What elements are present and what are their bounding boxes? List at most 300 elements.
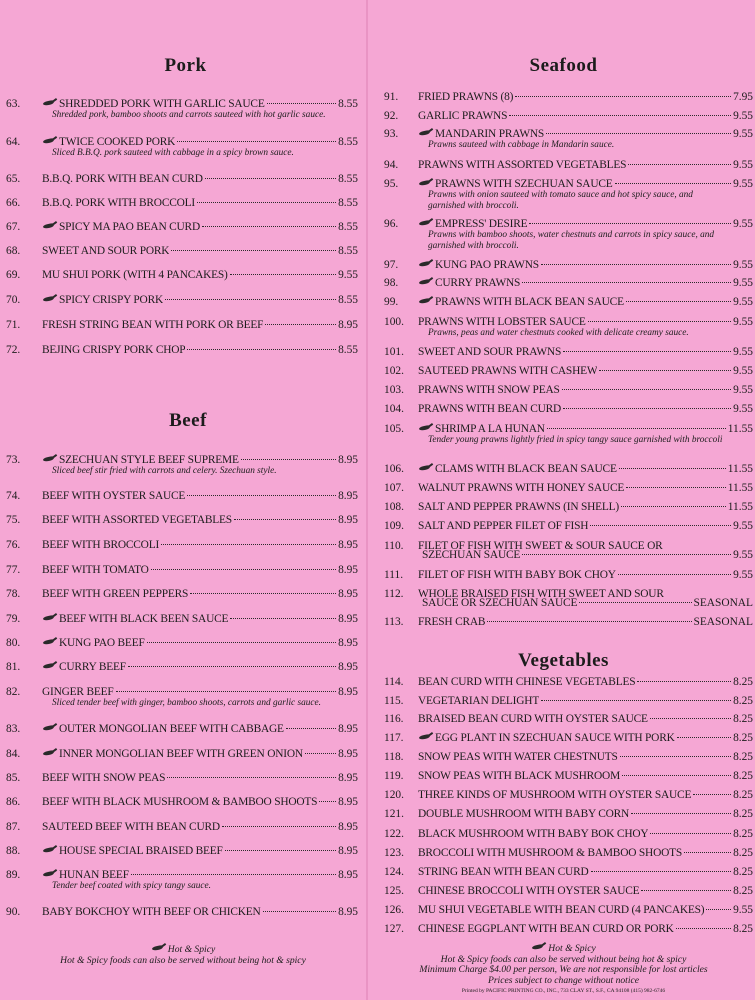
menu-item-price: 8.95 (338, 564, 358, 576)
dot-leader (599, 370, 731, 371)
menu-item (384, 866, 753, 878)
menu-item-line (384, 847, 753, 859)
menu-item-name: BEJING CRISPY PORK CHOP (42, 344, 186, 356)
menu-item-line (6, 98, 358, 110)
menu-item-line (384, 259, 753, 271)
menu-item-number: 69. (6, 269, 21, 281)
menu-item (384, 904, 753, 916)
menu-item-price: 9.55 (733, 384, 753, 396)
menu-item-number: 111. (384, 569, 404, 581)
menu-item-line (6, 490, 358, 502)
menu-item (384, 616, 753, 628)
menu-item-line (384, 885, 753, 897)
menu-item (6, 269, 358, 281)
menu-item (6, 748, 358, 760)
menu-item-number: 80. (6, 637, 21, 649)
menu-item-price: 11.55 (727, 423, 753, 435)
menu-item-number: 118. (384, 751, 404, 763)
dot-leader (225, 850, 336, 851)
menu-item-line (384, 695, 753, 707)
menu-item-line (384, 597, 753, 609)
menu-item-price: 8.95 (338, 490, 358, 502)
menu-item-number: 73. (6, 454, 21, 466)
menu-item-number: 95. (384, 178, 399, 190)
menu-item-name: HOUSE SPECIAL BRAISED BEEF (59, 845, 223, 857)
menu-item-price: 9.55 (733, 316, 753, 328)
menu-item-number: 114. (384, 676, 404, 688)
menu-item-name: CHINESE BROCCOLI WITH OYSTER SAUCE (418, 885, 640, 897)
menu-item (6, 294, 358, 306)
dot-leader (230, 274, 336, 275)
menu-item-line (384, 904, 753, 916)
menu-item-name: SPICY MA PAO BEAN CURD (59, 221, 200, 233)
menu-item-name: BEEF WITH BLACK MUSHROOM & BAMBOO SHOOTS (42, 796, 318, 808)
menu-item-price: 8.95 (338, 748, 358, 760)
menu-item (6, 136, 358, 159)
menu-item-line (6, 637, 358, 649)
menu-item-name: BROCCOLI WITH MUSHROOM & BAMBOO SHOOTS (418, 847, 683, 859)
menu-item-name: BEEF WITH OYSTER SAUCE (42, 490, 186, 502)
dot-leader (591, 871, 732, 872)
menu-item-price: 8.95 (338, 613, 358, 625)
chili-pepper-icon (419, 220, 433, 226)
menu-item-line (6, 245, 358, 257)
menu-item-line (384, 463, 753, 475)
menu-item-description: Prawns sauteed with cabbage in Mandarin sauce. (428, 140, 615, 150)
dot-leader (684, 852, 731, 853)
menu-item-price: 8.95 (338, 661, 358, 673)
menu-item (384, 751, 753, 763)
menu-item-line (384, 501, 753, 513)
menu-item-name: PRAWNS WITH BLACK BEAN SAUCE (435, 296, 624, 308)
menu-item-price: 8.25 (733, 789, 753, 801)
menu-item-price: 8.25 (733, 923, 753, 935)
dot-leader (541, 700, 731, 701)
menu-item-line (6, 906, 358, 918)
menu-item-price: 8.25 (733, 732, 753, 744)
menu-item-price: 8.55 (338, 294, 358, 306)
menu-item-name: SWEET AND SOUR PRAWNS (418, 346, 562, 358)
menu-item-line (6, 197, 358, 209)
menu-item-description: Sliced B.B.Q. pork sauteed with cabbage in a spicy brown sauce. (52, 148, 294, 158)
menu-item (384, 770, 753, 782)
menu-item-price: 8.55 (338, 136, 358, 148)
seafood-section-title: Seafood (529, 55, 598, 76)
menu-item (384, 588, 753, 609)
menu-item-number: 90. (6, 906, 21, 918)
menu-item-description: Sliced tender beef with ginger, bamboo shoots, carrots and garlic sauce. (52, 698, 321, 708)
dot-leader (265, 324, 336, 325)
menu-item-price: 9.55 (733, 520, 753, 532)
menu-item-name: SHREDDED PORK WITH GARLIC SAUCE (59, 98, 265, 110)
menu-item-name-continued: SAUCE OR SZECHUAN SAUCE (422, 597, 578, 609)
dot-leader (546, 133, 731, 134)
menu-item-name: MANDARIN PRAWNS (435, 128, 545, 140)
dot-leader (197, 202, 336, 203)
menu-item-name: MU SHUI PORK (WITH 4 PANCAKES) (42, 269, 228, 281)
menu-item-number: 102. (384, 365, 404, 377)
menu-item-line (384, 866, 753, 878)
menu-item-number: 71. (6, 319, 21, 331)
menu-item-name: BLACK MUSHROOM WITH BABY BOK CHOY (418, 828, 649, 840)
menu-item (384, 178, 753, 212)
menu-item-name: B.B.Q. PORK WITH BROCCOLI (42, 197, 196, 209)
menu-item-name: WHOLE BRAISED FISH WITH SWEET AND SOUR (418, 588, 664, 600)
menu-item-number: 127. (384, 923, 404, 935)
dot-leader (131, 874, 336, 875)
dot-leader (116, 691, 337, 692)
menu-item-name: BEEF WITH BROCCOLI (42, 539, 160, 551)
dot-leader (588, 321, 731, 322)
menu-item (384, 540, 753, 561)
menu-item (6, 319, 358, 331)
menu-item-number: 91. (384, 91, 399, 103)
menu-item-description: Shredded pork, bamboo shoots and carrots sauteed with hot garlic sauce. (52, 110, 326, 120)
menu-item-line (6, 796, 358, 808)
menu-item-line (6, 686, 358, 698)
menu-item-name: STRING BEAN WITH BEAN CURD (418, 866, 589, 878)
menu-item-name: THREE KINDS OF MUSHROOM WITH OYSTER SAUCE (418, 789, 692, 801)
menu-item (384, 847, 753, 859)
menu-item-name-continued: SZECHUAN SAUCE (422, 549, 521, 561)
menu-item-number: 112. (384, 588, 404, 600)
menu-item-line (6, 748, 358, 760)
menu-item-price: 9.55 (733, 259, 753, 271)
menu-item-name: PRAWNS WITH SZECHUAN SAUCE (435, 178, 613, 190)
dot-leader (187, 495, 336, 496)
menu-item-number: 70. (6, 294, 21, 306)
menu-item-description: Prawns, peas and water chestnuts cooked with delicate creamy sauce. (428, 328, 689, 338)
menu-item-number: 82. (6, 686, 21, 698)
menu-item (384, 732, 753, 744)
menu-item-name: TWICE COOKED PORK (59, 136, 176, 148)
dot-leader (165, 299, 336, 300)
menu-item-price: 9.55 (733, 346, 753, 358)
menu-item-name: CURRY BEEF (59, 661, 126, 673)
menu-item (384, 676, 753, 688)
menu-item-price: 8.25 (733, 808, 753, 820)
menu-item-name: SZECHUAN STYLE BEEF SUPREME (59, 454, 239, 466)
menu-item-name: EMPRESS' DESIRE (435, 218, 528, 230)
menu-item-price: 8.55 (338, 98, 358, 110)
menu-item-price: 9.55 (733, 178, 753, 190)
menu-item-line (384, 277, 753, 289)
menu-item-line (384, 828, 753, 840)
dot-leader (706, 909, 731, 910)
chili-pepper-icon (419, 465, 433, 471)
menu-item-name: CURRY PRAWNS (435, 277, 521, 289)
menu-item (6, 588, 358, 600)
dot-leader (286, 728, 336, 729)
menu-item-description: Tender young prawns lightly fried in spicy tangy sauce garnished with broccoli (428, 435, 723, 445)
menu-item-name: FILET OF FISH WITH BABY BOK CHOY (418, 569, 616, 581)
menu-item-number: 109. (384, 520, 404, 532)
menu-item-line (6, 269, 358, 281)
dot-leader (171, 250, 336, 251)
menu-item-name: PRAWNS WITH SNOW PEAS (418, 384, 560, 396)
hot-note: Hot & Spicy foods can also be served without being hot & spicy (60, 954, 306, 966)
menu-item-number: 125. (384, 885, 404, 897)
menu-item (6, 906, 358, 918)
dot-leader (241, 459, 336, 460)
menu-item-name: SAUTEED PRAWNS WITH CASHEW (418, 365, 598, 377)
menu-item-name: KUNG PAO BEEF (59, 637, 145, 649)
chili-pepper-icon (419, 180, 433, 186)
menu-item-line (6, 869, 358, 881)
menu-item (6, 539, 358, 551)
menu-item-price: 7.95 (733, 91, 753, 103)
menu-item-name: BEEF WITH BLACK BEEN SAUCE (59, 613, 229, 625)
menu-item-line (384, 751, 753, 763)
dot-leader (167, 777, 336, 778)
left-footer (0, 945, 366, 966)
menu-item-line (6, 173, 358, 185)
menu-item-price: 8.95 (338, 821, 358, 833)
menu-item-number: 101. (384, 346, 404, 358)
dot-leader (147, 642, 336, 643)
dot-leader (590, 525, 731, 526)
menu-item (384, 277, 753, 289)
dot-leader (547, 428, 726, 429)
menu-item-number: 77. (6, 564, 21, 576)
menu-item-price: 8.25 (733, 828, 753, 840)
menu-item-name: PRAWNS WITH BEAN CURD (418, 403, 562, 415)
menu-item-number: 75. (6, 514, 21, 526)
chili-pepper-icon (419, 279, 433, 285)
menu-item-name: VEGETARIAN DELIGHT (418, 695, 540, 707)
chili-pepper-icon (419, 130, 433, 136)
menu-item-line (6, 564, 358, 576)
menu-item-price: 8.95 (338, 796, 358, 808)
menu-item-number: 117. (384, 732, 404, 744)
dot-leader (222, 826, 336, 827)
menu-item-name: WALNUT PRAWNS WITH HONEY SAUCE (418, 482, 625, 494)
menu-item-line (384, 732, 753, 744)
menu-item-name: PRAWNS WITH LOBSTER SAUCE (418, 316, 586, 328)
menu-item-line (384, 520, 753, 532)
menu-item-description: Prawns with onion sauteed with tomato sauce and hot spicy sauce, and garnished with broccoli. (428, 190, 693, 211)
menu-item (384, 789, 753, 801)
prices-note: Prices subject to change without notice (487, 974, 640, 986)
menu-item-price: 11.55 (727, 482, 753, 494)
dot-leader (190, 593, 336, 594)
menu-item-line (6, 661, 358, 673)
menu-item-name: GARLIC PRAWNS (418, 110, 508, 122)
menu-item (384, 159, 753, 171)
menu-item-number: 120. (384, 789, 404, 801)
menu-item-number: 94. (384, 159, 399, 171)
menu-item-name: B.B.Q. PORK WITH BEAN CURD (42, 173, 203, 185)
menu-item (6, 637, 358, 649)
menu-item-name: FRESH CRAB (418, 616, 486, 628)
menu-item-line (6, 294, 358, 306)
menu-item-name: SPICY CRISPY PORK (59, 294, 164, 306)
menu-item-line (384, 569, 753, 581)
dot-leader (563, 351, 731, 352)
menu-item-price: 9.55 (733, 110, 753, 122)
menu-item (384, 713, 753, 725)
menu-item (384, 501, 753, 513)
menu-item-number: 67. (6, 221, 21, 233)
menu-item-number: 96. (384, 218, 399, 230)
menu-item-price: 8.95 (338, 906, 358, 918)
dot-leader (541, 264, 731, 265)
menu-item (6, 845, 358, 857)
menu-item-number: 78. (6, 588, 21, 600)
chili-pepper-icon (43, 223, 57, 229)
dot-leader (161, 544, 336, 545)
menu-item-name: BEEF WITH GREEN PEPPERS (42, 588, 189, 600)
menu-item-price: 9.55 (733, 296, 753, 308)
menu-item-description: Tender beef coated with spicy tangy sauce. (52, 881, 211, 891)
menu-item-price: 8.95 (338, 637, 358, 649)
center-fold (366, 0, 368, 1000)
dot-leader (529, 223, 731, 224)
menu-item-name: SALT AND PEPPER FILET OF FISH (418, 520, 589, 532)
menu-item-price: 9.55 (733, 569, 753, 581)
menu-item (6, 821, 358, 833)
menu-item-description: Sliced beef stir fried with carrots and celery. Szechuan style. (52, 466, 277, 476)
menu-item (6, 245, 358, 257)
menu-item-line (6, 136, 358, 148)
menu-item-line (6, 221, 358, 233)
menu-item-line (384, 384, 753, 396)
menu-item (384, 569, 753, 581)
chili-pepper-icon (419, 298, 433, 304)
menu-item (6, 221, 358, 233)
menu-item (6, 772, 358, 784)
menu-item-number: 85. (6, 772, 21, 784)
chili-pepper-icon (43, 615, 57, 621)
menu-item-price: 9.55 (733, 277, 753, 289)
menu-item-name: SALT AND PEPPER PRAWNS (IN SHELL) (418, 501, 620, 513)
dot-leader (230, 618, 336, 619)
menu-item-price: 8.95 (338, 514, 358, 526)
menu-item-number: 113. (384, 616, 404, 628)
menu-item-number: 79. (6, 613, 21, 625)
menu-item-price: 9.55 (733, 403, 753, 415)
menu-item-price: 9.55 (338, 269, 358, 281)
dot-leader (628, 164, 731, 165)
menu-item-number: 107. (384, 482, 404, 494)
menu-item-name: HUNAN BEEF (59, 869, 129, 881)
menu-item-price: 8.95 (338, 845, 358, 857)
menu-item-price: 8.95 (338, 686, 358, 698)
menu-item-price: 8.55 (338, 173, 358, 185)
chili-pepper-icon (43, 871, 57, 877)
menu-item-name: MU SHUI VEGETABLE WITH BEAN CURD (4 PANCAKES) (418, 904, 705, 916)
menu-item-line (6, 588, 358, 600)
dot-leader (676, 928, 731, 929)
hot-legend-label: Hot & Spicy (548, 943, 596, 954)
menu-item-line (384, 159, 753, 171)
menu-item-number: 122. (384, 828, 404, 840)
menu-item-line (384, 178, 753, 190)
menu-item-price: 8.25 (733, 770, 753, 782)
dot-leader (631, 813, 731, 814)
menu-item-price: 8.55 (338, 344, 358, 356)
menu-item-number: 108. (384, 501, 404, 513)
dot-leader (637, 681, 731, 682)
menu-item (384, 128, 753, 151)
menu-item-line (6, 344, 358, 356)
dot-leader (619, 468, 726, 469)
menu-item-name: BRAISED BEAN CURD WITH OYSTER SAUCE (418, 713, 648, 725)
menu-item-price: 8.95 (338, 454, 358, 466)
menu-item-number: 105. (384, 423, 404, 435)
menu-item-line (384, 346, 753, 358)
hot-legend-label: Hot & Spicy (167, 944, 216, 955)
menu-item (384, 316, 753, 339)
menu-item (6, 613, 358, 625)
dot-leader (522, 554, 731, 555)
dot-leader (522, 282, 731, 283)
menu-item-name: KUNG PAO PRAWNS (435, 259, 539, 271)
menu-item-name: CLAMS WITH BLACK BEAN SAUCE (435, 463, 617, 475)
menu-item-line (384, 770, 753, 782)
menu-item-line (6, 539, 358, 551)
chili-pepper-icon (43, 456, 57, 462)
menu-item-price: 8.55 (338, 245, 358, 257)
menu-item-number: 88. (6, 845, 21, 857)
menu-item-number: 86. (6, 796, 21, 808)
menu-item-price: 9.55 (733, 904, 753, 916)
menu-item-number: 104. (384, 403, 404, 415)
menu-item-price: 8.25 (733, 751, 753, 763)
menu-item-number: 124. (384, 866, 404, 878)
menu-item (384, 218, 753, 252)
right-footer (372, 944, 755, 997)
minimum-charge-note: Minimum Charge $4.00 per person, We are not responsible for lost articles (419, 964, 708, 975)
hot-legend (372, 944, 755, 955)
chili-pepper-icon (419, 734, 433, 740)
menu-item (384, 463, 753, 475)
menu-item-name: BEEF WITH SNOW PEAS (42, 772, 166, 784)
menu-item-name: BEEF WITH TOMATO (42, 564, 149, 576)
menu-item-number: 83. (6, 723, 21, 735)
menu-item-line (384, 365, 753, 377)
dot-leader (626, 301, 731, 302)
menu-item-price: 8.25 (733, 695, 753, 707)
menu-item-number: 64. (6, 136, 21, 148)
dot-leader (487, 621, 691, 622)
menu-item-price: 11.55 (727, 463, 753, 475)
menu-item-line (384, 423, 753, 435)
menu-item (384, 296, 753, 308)
menu-item-number: 126. (384, 904, 404, 916)
menu-item-number: 76. (6, 539, 21, 551)
menu-item (384, 346, 753, 358)
menu-item-number: 110. (384, 540, 404, 552)
menu-item (6, 514, 358, 526)
menu-item-price: 8.95 (338, 723, 358, 735)
menu-item-price: 8.95 (338, 869, 358, 881)
chili-pepper-icon (152, 945, 166, 951)
menu-item-number: 74. (6, 490, 21, 502)
menu-item-number: 68. (6, 245, 21, 257)
menu-item-number: 103. (384, 384, 404, 396)
chili-pepper-icon (43, 725, 57, 731)
menu-item-number: 106. (384, 463, 404, 475)
chili-pepper-icon (43, 847, 57, 853)
menu-item-name: BEAN CURD WITH CHINESE VEGETABLES (418, 676, 636, 688)
dot-leader (177, 141, 336, 142)
menu-item-price: 8.25 (733, 866, 753, 878)
menu-item-number: 89. (6, 869, 21, 881)
menu-item-number: 84. (6, 748, 21, 760)
menu-item-name: SHRIMP A LA HUNAN (435, 423, 545, 435)
menu-item (6, 869, 358, 892)
